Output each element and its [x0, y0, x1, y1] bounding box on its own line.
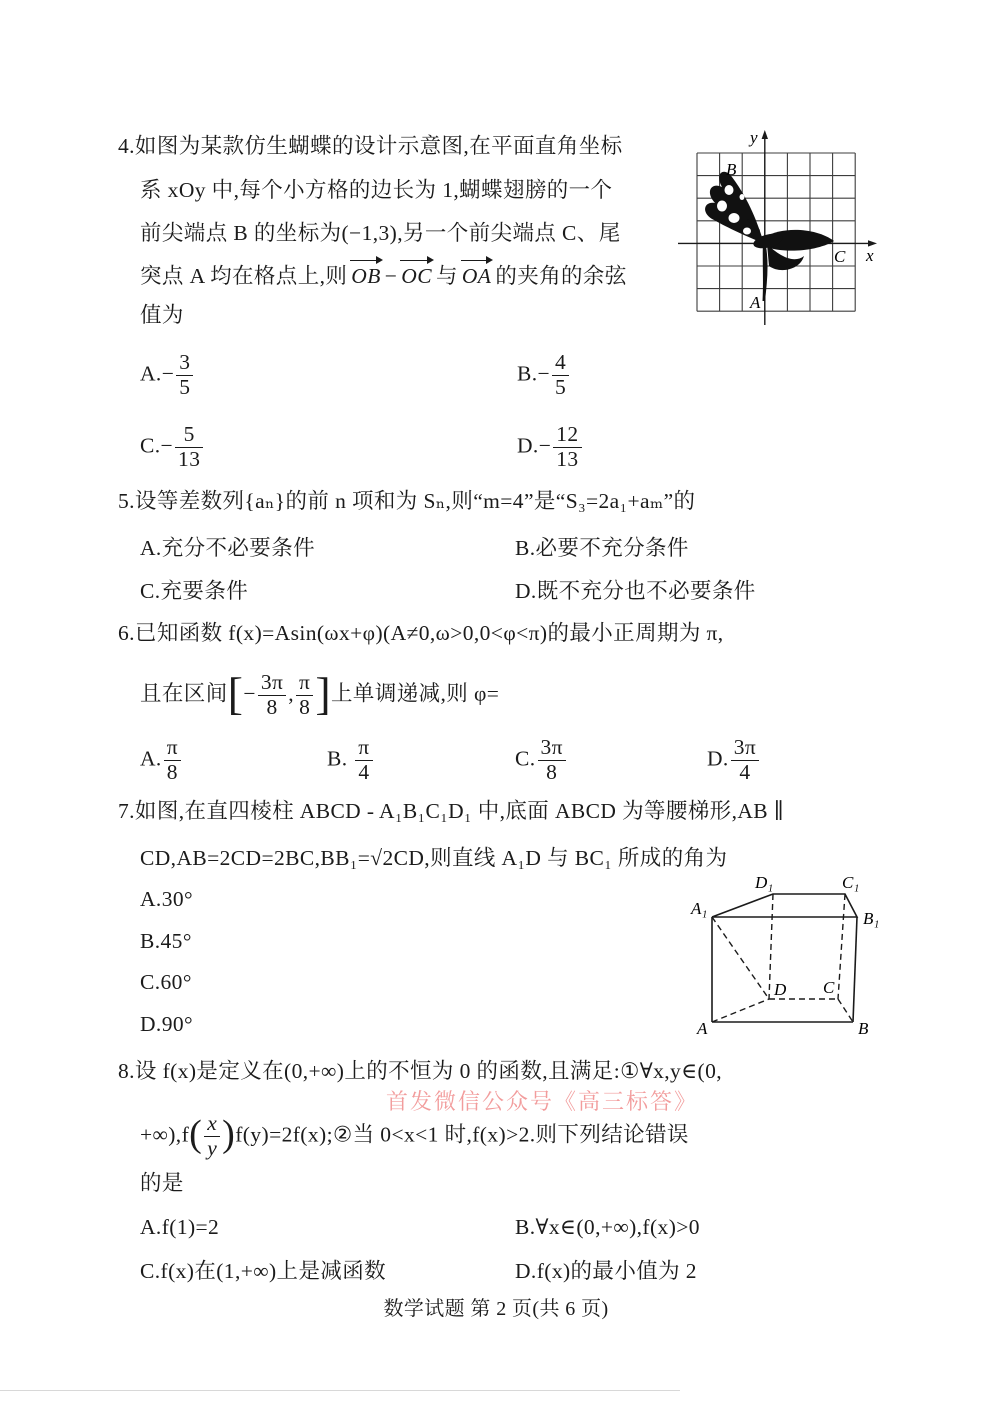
q4-option-d-sign: −	[538, 433, 552, 458]
q7-figure-b: B	[858, 1019, 869, 1038]
q6-option-a	[140, 737, 183, 784]
prism-dashed-edges	[712, 894, 853, 1022]
q4-figure-x-label: x	[866, 246, 874, 265]
q6-line1: 6.已知函数 f(x)=Asin(ωx+φ)(A≠0,ω>0,0<φ<π)的最小正周期为 π,	[118, 621, 724, 645]
q8-line1: 8.设 f(x)是定义在(0,+∞)上的不恒为 0 的函数,且满足:①∀x,y∈(0,	[118, 1059, 723, 1083]
q6-option-b	[327, 737, 375, 784]
prism-solid-edges	[712, 894, 857, 1022]
q4-option-a-label: A.	[140, 361, 162, 386]
fraction-numerator: 3π	[540, 735, 563, 759]
vector-ob: OB	[350, 263, 381, 291]
watermark: 首发微信公众号《高三标答》	[386, 1089, 699, 1114]
q4-line1: 4.如图为某款仿生蝴蝶的设计示意图,在平面直角坐标	[118, 134, 623, 158]
q4-option-a-sign: −	[161, 361, 175, 386]
q6-option-b-fraction	[355, 737, 372, 784]
butterfly-silhouette	[705, 172, 834, 301]
q5-option-a: A.充分不必要条件	[140, 536, 316, 560]
q4-option-b-label: B.	[517, 361, 538, 386]
fraction-denominator: 5	[552, 375, 569, 399]
q4-option-b-sign: −	[537, 361, 551, 386]
q8-option-d: D.f(x)的最小值为 2	[515, 1259, 697, 1283]
q6-option-d	[707, 737, 761, 784]
fraction-numerator: 4	[555, 350, 567, 374]
fraction-numerator: π	[299, 670, 311, 694]
left-paren: (	[189, 1113, 203, 1156]
fraction-denominator: 8	[296, 695, 313, 719]
q4-line2: 系 xOy 中,每个小方格的边长为 1,蝴蝶翅膀的一个	[140, 178, 613, 202]
q6-interval-fraction1	[258, 672, 286, 719]
q5-option-d: D.既不充分也不必要条件	[515, 579, 756, 603]
q8-fraction-x-over-y	[204, 1113, 220, 1160]
q7-figure-c1: C₁	[842, 873, 860, 892]
q7-option-b: B.45°	[140, 929, 192, 953]
q7-option-c: C.60°	[140, 970, 192, 994]
fraction-numerator: 3π	[733, 735, 757, 759]
fraction-numerator: 3	[179, 350, 191, 374]
fraction-denominator: 13	[175, 447, 203, 471]
q7-prism-figure	[685, 872, 900, 1044]
fraction-numerator: 12	[556, 422, 579, 446]
q8-option-c: C.f(x)在(1,+∞)上是减函数	[140, 1259, 387, 1283]
fraction-denominator: 8	[538, 760, 566, 784]
q5-option-b: B.必要不充分条件	[515, 536, 689, 560]
q7-figure-d1: D₁	[755, 873, 774, 892]
q6-line2-post: 上单调递减,则 φ=	[331, 681, 500, 706]
right-bracket: ]	[315, 667, 332, 719]
q6-option-c-label: C.	[515, 746, 536, 771]
vector-oa: OA	[461, 263, 492, 291]
q7-option-d: D.90°	[140, 1012, 193, 1036]
q4-line4-mid: 与	[435, 264, 458, 288]
q7-line2: CD,AB=2CD=2BC,BB₁=√2CD,则直线 A₁D 与 BC₁ 所成的角为	[140, 846, 728, 870]
q7-figure-a: A	[697, 1019, 708, 1038]
q4-option-b-fraction	[552, 352, 569, 399]
fraction-denominator: 8	[258, 695, 286, 719]
fraction-numerator: 3π	[260, 670, 284, 694]
q4-option-c-label: C.	[140, 433, 161, 458]
q4-figure-point-c: C	[834, 247, 846, 266]
q4-line4	[140, 263, 627, 291]
q7-figure-b1: B₁	[863, 909, 880, 928]
q4-line4-post: 的夹角的余弦	[495, 264, 627, 288]
q8-line2	[140, 1113, 689, 1160]
q5-option-c: C.充要条件	[140, 579, 249, 603]
q4-option-a-fraction	[176, 352, 193, 399]
q4-option-c-fraction	[175, 424, 203, 471]
q7-line1: 7.如图,在直四棱柱 ABCD - A₁B₁C₁D₁ 中,底面 ABCD 为等腰梯形,AB ∥	[118, 799, 785, 823]
q7-figure-c: C	[823, 978, 835, 997]
fraction-denominator: 8	[164, 760, 181, 784]
q4-option-b	[517, 352, 571, 399]
fraction-numerator: 5	[183, 422, 195, 446]
q8-option-b: B.∀x∈(0,+∞),f(x)>0	[515, 1215, 700, 1239]
y-axis-arrow	[762, 130, 768, 139]
q7-option-a: A.30°	[140, 887, 193, 911]
q8-option-a: A.f(1)=2	[140, 1215, 220, 1239]
left-bracket: [	[227, 667, 244, 719]
fraction-denominator: 13	[553, 447, 581, 471]
q4-option-c-sign: −	[160, 433, 174, 458]
q5-stem: 5.设等差数列{aₙ}的前 n 项和为 Sₙ,则“m=4”是“S₃=2a₁+aₘ”的	[118, 489, 696, 513]
q4-option-d	[517, 424, 584, 471]
q4-line4-op: −	[384, 264, 398, 288]
q6-option-c	[515, 737, 568, 784]
q6-option-c-fraction	[538, 737, 566, 784]
fraction-numerator: x	[207, 1111, 218, 1135]
q4-line5: 值为	[140, 303, 184, 327]
fraction-numerator: π	[358, 735, 370, 759]
q4-option-a	[140, 352, 195, 399]
q4-figure-point-b: B	[726, 160, 737, 179]
fraction-numerator: π	[166, 735, 178, 759]
fraction-denominator: 5	[176, 375, 193, 399]
vector-oc: OC	[400, 263, 433, 291]
q6-line2-pre: 且在区间	[140, 681, 228, 706]
page-footer: 数学试题 第 2 页(共 6 页)	[383, 1298, 609, 1320]
q6-option-d-label: D.	[707, 746, 729, 771]
q4-figure-y-label: y	[750, 128, 758, 147]
fraction-denominator: y	[204, 1136, 220, 1160]
q4-figure-point-a: A	[750, 293, 761, 312]
right-paren: )	[222, 1113, 236, 1156]
q6-line2	[140, 667, 500, 719]
q4-butterfly-grid-figure	[670, 125, 900, 335]
q8-line2-pre: +∞),f	[140, 1122, 190, 1147]
q4-option-c	[140, 424, 205, 471]
q4-line3: 前尖端点 B 的坐标为(−1,3),另一个前尖端点 C、尾	[140, 221, 621, 245]
q4-option-d-fraction	[553, 424, 581, 471]
q4-line4-pre: 突点 A 均在格点上,则	[140, 264, 348, 288]
q6-option-b-label: B.	[327, 746, 348, 771]
q8-line2-post: f(y)=2f(x);②当 0<x<1 时,f(x)>2.则下列结论错误	[235, 1122, 689, 1147]
q6-interval-fraction2	[296, 672, 313, 719]
q8-line3: 的是	[140, 1171, 184, 1195]
q6-option-d-fraction	[731, 737, 759, 784]
q7-figure-a1: A₁	[691, 899, 708, 918]
q6-interval-f1-sign: −	[243, 681, 256, 706]
fraction-denominator: 4	[355, 760, 372, 784]
q7-figure-d: D	[774, 980, 787, 999]
q6-option-a-fraction	[164, 737, 181, 784]
page-bottom-edge	[0, 1390, 680, 1391]
fraction-denominator: 4	[731, 760, 759, 784]
q4-option-d-label: D.	[517, 433, 539, 458]
q6-option-a-label: A.	[140, 746, 162, 771]
q6-interval-comma: ,	[288, 681, 295, 706]
axes	[678, 137, 870, 325]
